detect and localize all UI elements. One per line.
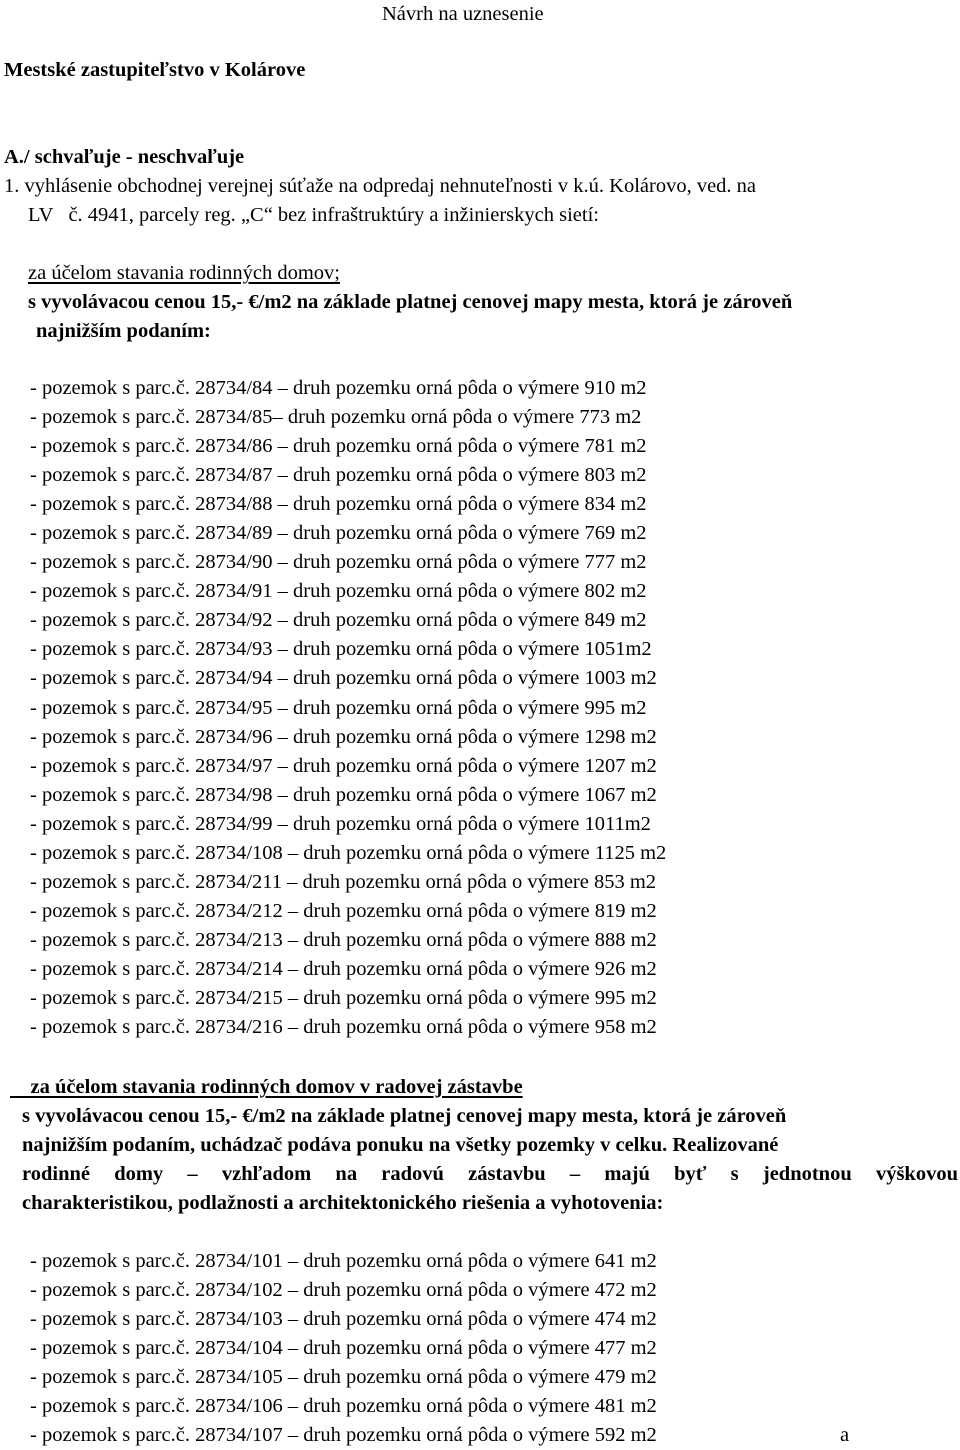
part2-price-line2: najnižším podaním, uchádzač podáva ponuku na všetky pozemky v celku. Realizované	[22, 1134, 779, 1156]
parcel-item: - pozemok s parc.č. 28734/216 – druh pozemku orná pôda o výmere 958 m2	[30, 1016, 657, 1039]
parcel-item: - pozemok s parc.č. 28734/86 – druh pozemku orná pôda o výmere 781 m2	[30, 435, 647, 458]
parcel-item: - pozemok s parc.č. 28734/214 – druh pozemku orná pôda o výmere 926 m2	[30, 957, 657, 980]
draft-label: Návrh na uznesenie	[382, 3, 544, 25]
parcel-item: - pozemok s parc.č. 28734/88 – druh pozemku orná pôda o výmere 834 m2	[30, 493, 647, 516]
parcel-item: - pozemok s parc.č. 28734/102 – druh pozemku orná pôda o výmere 472 m2	[30, 1279, 657, 1302]
parcel-item: - pozemok s parc.č. 28734/211 – druh pozemku orná pôda o výmere 853 m2	[30, 870, 657, 893]
parcel-item: - pozemok s parc.č. 28734/99 – druh pozemku orná pôda o výmere 1011m2	[30, 812, 651, 835]
parcel-item: - pozemok s parc.č. 28734/92 – druh pozemku orná pôda o výmere 849 m2	[30, 609, 647, 632]
parcel-item: - pozemok s parc.č. 28734/94 – druh pozemku orná pôda o výmere 1003 m2	[30, 667, 657, 690]
part2-price-line1: s vyvolávacou cenou 15,- €/m2 na základe platnej cenovej mapy mesta, ktorá je zároveň	[22, 1105, 787, 1127]
parcel-item: - pozemok s parc.č. 28734/107 – druh pozemku orná pôda o výmere 592 m2	[30, 1424, 657, 1447]
item1-line1: 1. vyhlásenie obchodnej verejnej súťaže na odpredaj nehnuteľnosti v k.ú. Kolárovo, ved. na	[4, 175, 757, 197]
part1-price-line1: s vyvolávacou cenou 15,- €/m2 na základe platnej cenovej mapy mesta, ktorá je zároveň	[28, 291, 793, 313]
part2-parcel-list	[30, 1247, 657, 1450]
parcel-item: - pozemok s parc.č. 28734/84 – druh pozemku orná pôda o výmere 910 m2	[30, 377, 647, 399]
parcel-item: - pozemok s parc.č. 28734/108 – druh pozemku orná pôda o výmere 1125 m2	[30, 841, 667, 864]
item1-line2: LV č. 4941, parcely reg. „C“ bez infraštruktúry a inžinierskych sietí:	[28, 204, 599, 226]
parcel-item: - pozemok s parc.č. 28734/85– druh pozemku orná pôda o výmere 773 m2	[30, 406, 642, 429]
part1-price-line2: najnižším podaním:	[36, 320, 211, 342]
trailing-word: a	[840, 1424, 850, 1446]
parcel-item: - pozemok s parc.č. 28734/89 – druh pozemku orná pôda o výmere 769 m2	[30, 522, 647, 545]
parcel-item: - pozemok s parc.č. 28734/101 – druh pozemku orná pôda o výmere 641 m2	[30, 1250, 657, 1272]
part2-price-line4: charakteristikou, podlažnosti a architektonického riešenia a vyhotovenia:	[22, 1192, 664, 1214]
parcel-item: - pozemok s parc.č. 28734/98 – druh pozemku orná pôda o výmere 1067 m2	[30, 783, 657, 806]
parcel-item: - pozemok s parc.č. 28734/215 – druh pozemku orná pôda o výmere 995 m2	[30, 986, 657, 1009]
parcel-item: - pozemok s parc.č. 28734/87 – druh pozemku orná pôda o výmere 803 m2	[30, 464, 647, 487]
council-name: Mestské zastupiteľstvo v Kolárove	[4, 59, 306, 81]
parcel-item: - pozemok s parc.č. 28734/90 – druh pozemku orná pôda o výmere 777 m2	[30, 551, 647, 574]
parcel-item: - pozemok s parc.č. 28734/213 – druh pozemku orná pôda o výmere 888 m2	[30, 928, 657, 951]
parcel-item: - pozemok s parc.č. 28734/103 – druh pozemku orná pôda o výmere 474 m2	[30, 1308, 657, 1331]
part1-parcel-list	[30, 374, 666, 1042]
parcel-item: - pozemok s parc.č. 28734/97 – druh pozemku orná pôda o výmere 1207 m2	[30, 754, 657, 777]
parcel-item: - pozemok s parc.č. 28734/96 – druh pozemku orná pôda o výmere 1298 m2	[30, 725, 657, 748]
parcel-item: - pozemok s parc.č. 28734/212 – druh pozemku orná pôda o výmere 819 m2	[30, 899, 657, 922]
parcel-item: - pozemok s parc.č. 28734/106 – druh pozemku orná pôda o výmere 481 m2	[30, 1395, 657, 1418]
parcel-item: - pozemok s parc.č. 28734/93 – druh pozemku orná pôda o výmere 1051m2	[30, 638, 652, 661]
parcel-item: - pozemok s parc.č. 28734/105 – druh pozemku orná pôda o výmere 479 m2	[30, 1366, 657, 1389]
section-a-heading: A./ schvaľuje - neschvaľuje	[4, 146, 245, 168]
parcel-item: - pozemok s parc.č. 28734/91 – druh pozemku orná pôda o výmere 802 m2	[30, 580, 647, 603]
parcel-item: - pozemok s parc.č. 28734/104 – druh pozemku orná pôda o výmere 477 m2	[30, 1337, 657, 1360]
part2-price-line3: rodinné domy – vzhľadom na radovú zástavbu – majú byť s jednotnou výškovou	[22, 1163, 958, 1185]
part1-purpose: za účelom stavania rodinných domov;	[28, 262, 340, 284]
parcel-item: - pozemok s parc.č. 28734/95 – druh pozemku orná pôda o výmere 995 m2	[30, 696, 647, 719]
part2-purpose: za účelom stavania rodinných domov v radovej zástavbe	[30, 1076, 523, 1098]
